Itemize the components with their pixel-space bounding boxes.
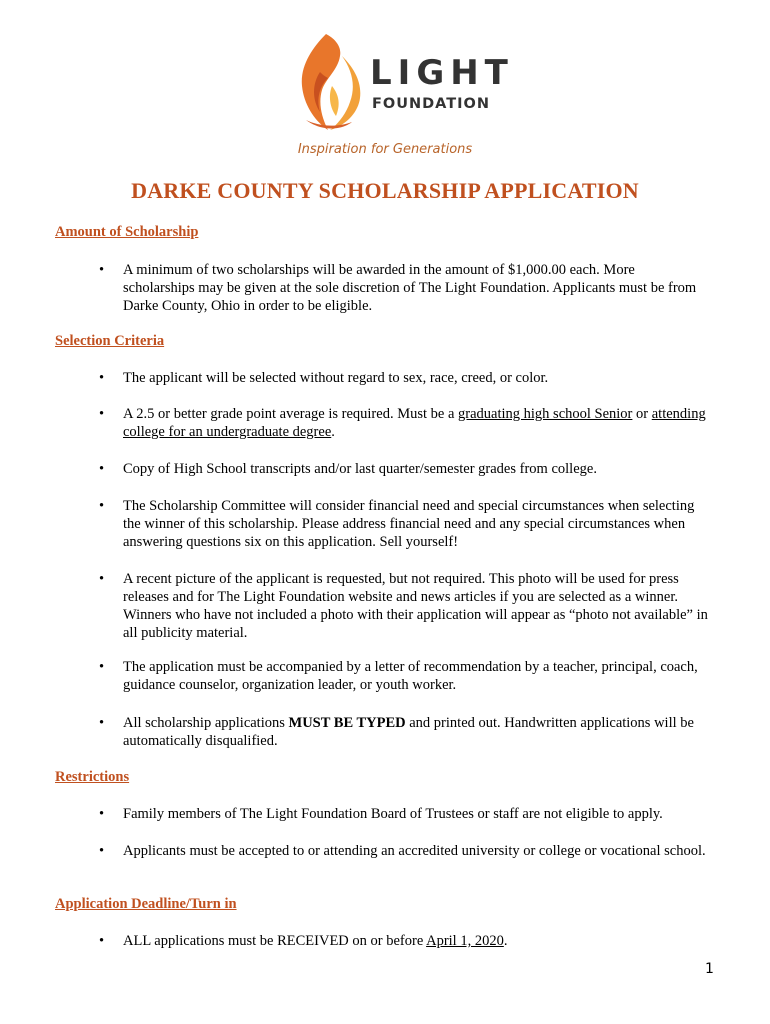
list-item: Family members of The Light Foundation Board of Trustees or staff are not eligible to apply. xyxy=(123,806,663,822)
section-heading-deadline: Application Deadline/Turn in xyxy=(55,896,237,912)
list-item: A 2.5 or better grade point average is required. Must be a graduating high school Senior or attending college for an undergraduate degree. xyxy=(123,406,706,440)
bullet-icon: • xyxy=(99,806,105,822)
page-number: 1 xyxy=(705,961,714,977)
bullet-icon: • xyxy=(99,370,105,386)
bullet-icon: • xyxy=(99,498,105,514)
bullet-icon: • xyxy=(99,406,105,422)
page-title: DARKE COUNTY SCHOLARSHIP APPLICATION xyxy=(131,178,639,203)
section-heading-selection: Selection Criteria xyxy=(55,333,165,349)
list-item: ALL applications must be RECEIVED on or before April 1, 2020. xyxy=(123,933,508,949)
light-foundation-logo xyxy=(282,26,514,136)
bullet-icon: • xyxy=(99,461,105,477)
list-item: A minimum of two scholarships will be awarded in the amount of $1,000.00 each. More scholarships may be given at the sole discretion of The Light Foundation. Applicants must be from Darke County, Ohio in order to be eligible. xyxy=(123,262,697,314)
list-item: All scholarship applications MUST BE TYPED and printed out. Handwritten applications will be automatically disqualified. xyxy=(123,715,694,749)
section-heading-amount: Amount of Scholarship xyxy=(55,224,199,240)
list-item: Copy of High School transcripts and/or last quarter/semester grades from college. xyxy=(123,461,597,477)
section-heading-restrictions: Restrictions xyxy=(55,769,130,785)
bullet-icon: • xyxy=(99,843,105,859)
logo-word-light: LIGHT xyxy=(370,53,514,93)
flame-icon xyxy=(302,34,361,130)
list-item: A recent picture of the applicant is requested, but not required. This photo will be used for press releases and for The Light Foundation website and news articles if you are selected as a winner. Winners who have not included a photo with their application will appear as “photo not available” in all publicity material. xyxy=(123,571,708,641)
bullet-icon: • xyxy=(99,262,105,278)
logo-word-foundation: FOUNDATION xyxy=(372,96,491,112)
tagline: Inspiration for Generations xyxy=(297,142,473,157)
bullet-icon: • xyxy=(99,659,105,675)
list-item: The Scholarship Committee will consider financial need and special circumstances when selecting the winner of this scholarship. Please address financial need and any special circumstances when answering questions six on this application. Sell yourself! xyxy=(123,498,695,550)
bullet-icon: • xyxy=(99,933,105,949)
list-item: The application must be accompanied by a letter of recommendation by a teacher, principal, coach, guidance counselor, organization leader, or youth worker. xyxy=(123,659,698,693)
list-item: Applicants must be accepted to or attending an accredited university or college or vocational school. xyxy=(123,843,706,859)
bullet-icon: • xyxy=(99,715,105,731)
bullet-icon: • xyxy=(99,571,105,587)
list-item: The applicant will be selected without regard to sex, race, creed, or color. xyxy=(123,370,549,386)
